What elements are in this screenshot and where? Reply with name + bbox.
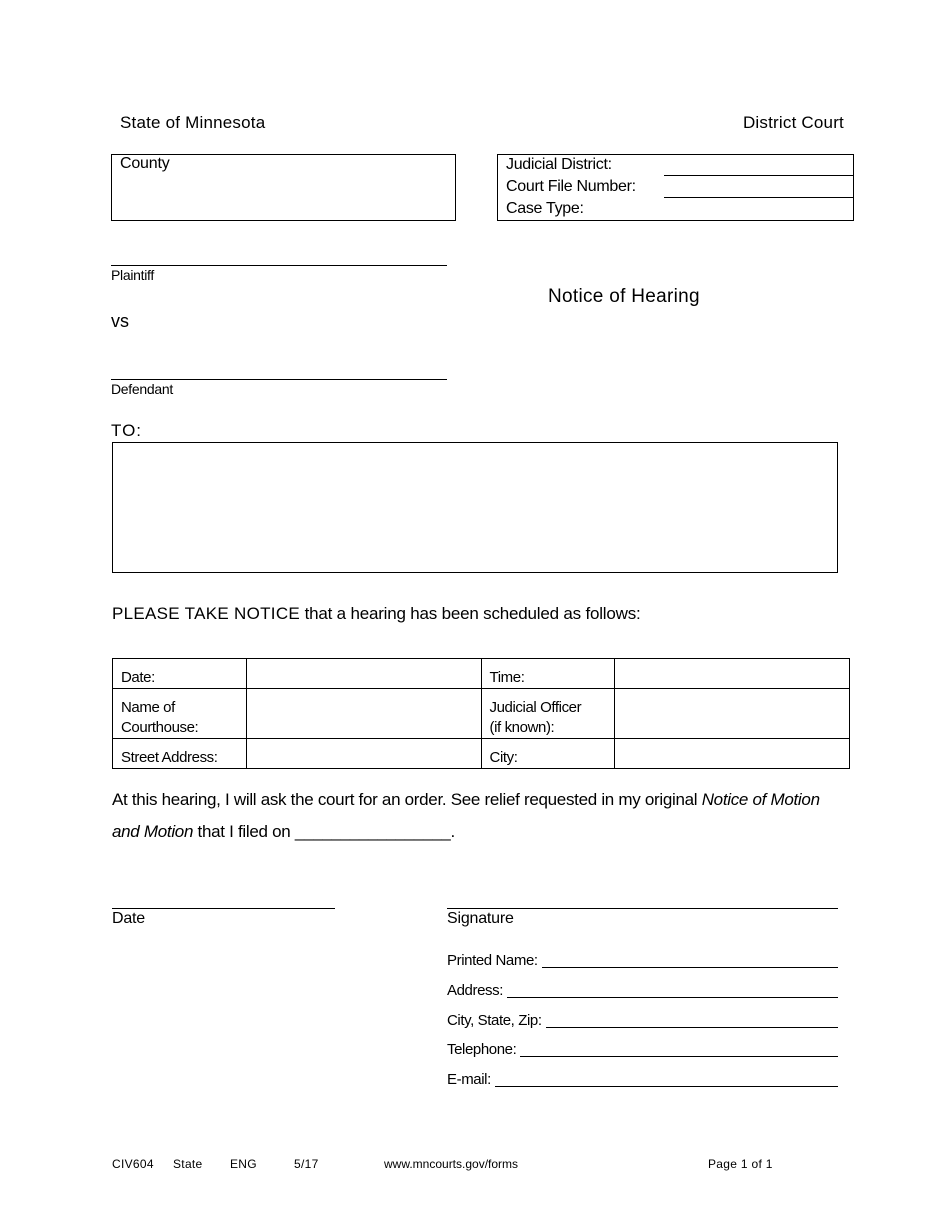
footer-page-number: Page 1 of 1 bbox=[708, 1157, 773, 1171]
defendant-label: Defendant bbox=[111, 381, 173, 397]
relief-paragraph bbox=[112, 784, 822, 848]
court-file-number-field[interactable] bbox=[664, 177, 853, 198]
judicial-district-label: Judicial District: bbox=[506, 156, 612, 173]
city-state-zip-label: City, State, Zip: bbox=[447, 1012, 546, 1029]
defendant-line[interactable] bbox=[111, 379, 447, 380]
case-type-row bbox=[498, 199, 853, 221]
case-type-label: Case Type: bbox=[506, 200, 584, 217]
judicial-officer-label-line1: Judicial Officer bbox=[489, 699, 582, 716]
date-label: Date: bbox=[113, 659, 247, 689]
footer-form-id: CIV604 bbox=[112, 1157, 154, 1171]
date-label: Date bbox=[112, 910, 145, 927]
court-file-number-row bbox=[498, 177, 853, 199]
street-address-field[interactable] bbox=[246, 739, 481, 769]
hearing-details-table bbox=[112, 658, 850, 769]
judicial-district-field[interactable] bbox=[664, 155, 853, 176]
table-row bbox=[113, 739, 850, 769]
state-name: State of Minnesota bbox=[120, 113, 266, 132]
footer-jurisdiction: State bbox=[173, 1157, 203, 1171]
versus-text: vs bbox=[111, 311, 129, 331]
printed-name-label: Printed Name: bbox=[447, 952, 542, 969]
address-row[interactable] bbox=[447, 978, 838, 1000]
footer-url[interactable]: www.mncourts.gov/forms bbox=[384, 1157, 519, 1171]
notice-sentence bbox=[112, 604, 641, 624]
email-label: E-mail: bbox=[447, 1071, 495, 1088]
date-signature-line[interactable] bbox=[112, 908, 335, 909]
email-row[interactable] bbox=[447, 1067, 838, 1089]
judicial-officer-label bbox=[481, 689, 615, 739]
case-info-box bbox=[497, 154, 854, 221]
date-field[interactable] bbox=[246, 659, 481, 689]
form-title: Notice of Hearing bbox=[548, 286, 700, 307]
courthouse-label-line2: Courthouse: bbox=[121, 719, 199, 736]
footer-revision: 5/17 bbox=[294, 1157, 319, 1171]
courthouse-field[interactable] bbox=[246, 689, 481, 739]
street-address-label: Street Address: bbox=[113, 739, 247, 769]
relief-text-part1: At this hearing, I will ask the court for an order. See relief requested in my original bbox=[112, 790, 702, 809]
court-file-number-label: Court File Number: bbox=[506, 178, 636, 195]
table-row bbox=[113, 659, 850, 689]
court-name: District Court bbox=[742, 113, 844, 132]
footer-language: ENG bbox=[230, 1157, 257, 1171]
notice-rest: that a hearing has been scheduled as follows: bbox=[300, 604, 641, 623]
county-box[interactable] bbox=[111, 154, 456, 221]
plaintiff-line[interactable] bbox=[111, 265, 447, 266]
signature-label: Signature bbox=[447, 910, 514, 927]
table-row bbox=[113, 689, 850, 739]
relief-text-part2: that I filed on _________________. bbox=[193, 822, 455, 841]
to-recipient-box[interactable] bbox=[112, 442, 838, 573]
email-line[interactable] bbox=[447, 1086, 838, 1087]
time-label: Time: bbox=[481, 659, 615, 689]
judicial-district-row bbox=[498, 155, 853, 177]
relief-motion-title: Notice of Motion and Motion bbox=[112, 790, 820, 841]
telephone-row[interactable] bbox=[447, 1037, 838, 1059]
telephone-label: Telephone: bbox=[447, 1041, 520, 1058]
signature-line[interactable] bbox=[447, 908, 838, 909]
address-label: Address: bbox=[447, 982, 507, 999]
city-label: City: bbox=[481, 739, 615, 769]
time-field[interactable] bbox=[615, 659, 850, 689]
judicial-officer-field[interactable] bbox=[615, 689, 850, 739]
plaintiff-label: Plaintiff bbox=[111, 267, 154, 283]
printed-name-row[interactable] bbox=[447, 948, 838, 970]
to-label: TO: bbox=[111, 421, 143, 440]
county-label: County bbox=[120, 155, 170, 172]
courthouse-label bbox=[113, 689, 247, 739]
notice-lead: PLEASE TAKE NOTICE bbox=[112, 604, 301, 623]
city-state-zip-row[interactable] bbox=[447, 1008, 838, 1030]
courthouse-label-line1: Name of bbox=[121, 699, 175, 716]
city-field[interactable] bbox=[615, 739, 850, 769]
judicial-officer-label-line2: (if known): bbox=[489, 719, 555, 736]
